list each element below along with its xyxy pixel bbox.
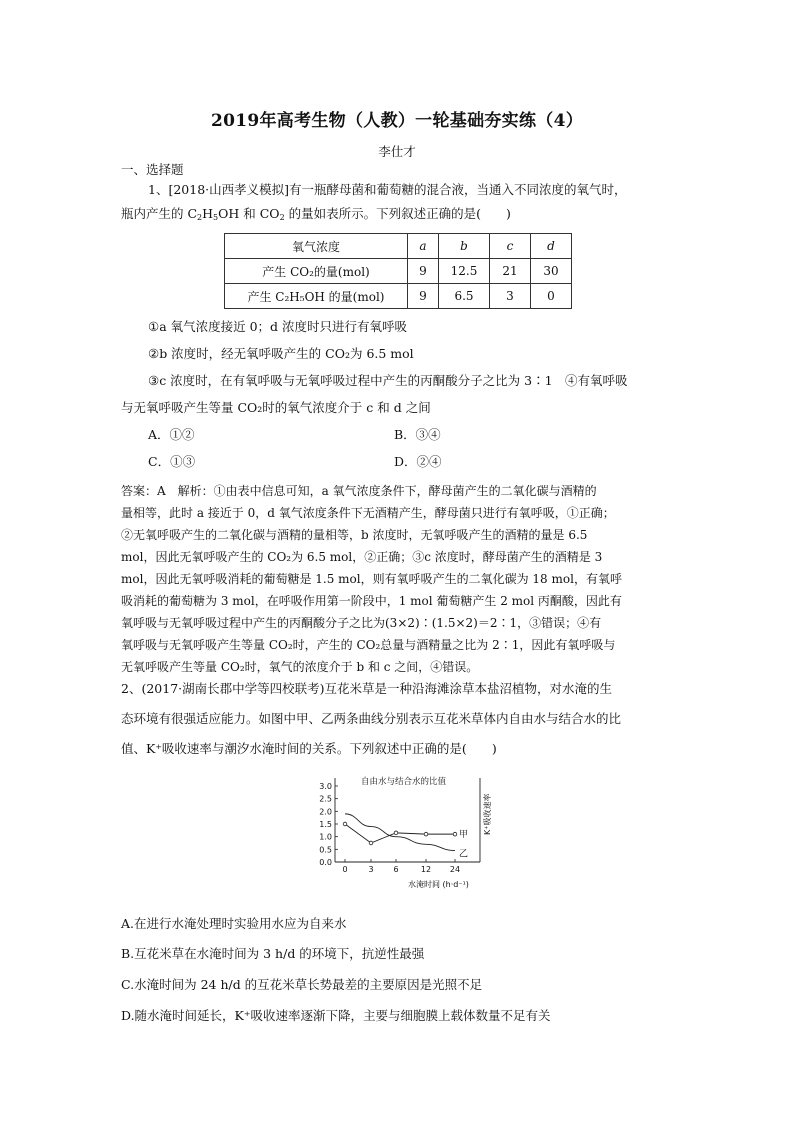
table-row [225, 259, 572, 284]
table-cell: 9 [408, 259, 439, 284]
table-cell: 6.5 [439, 284, 490, 309]
water-ratio-chart [305, 775, 505, 895]
x-tick-label: 12 [420, 865, 432, 874]
chart-ticks [319, 782, 460, 874]
chart-axes [335, 776, 492, 889]
q1-data-table [224, 233, 572, 309]
q1-statement-1: ①a 氧气浓度接近 0；d 浓度时只进行有氧呼吸 [148, 319, 408, 334]
q2-option-c: C.水淹时间为 24 h/d 的互花米草长势最差的主要原因是光照不足 [121, 977, 483, 992]
table-cell: 3 [490, 284, 531, 309]
series-line-jia [345, 824, 455, 843]
chart-series [343, 814, 468, 860]
y-tick-label: 3.0 [319, 782, 332, 791]
q2-stem-line-3: 值、K⁺吸收速率与潮汐水淹时间的关系。下列叙述中正确的是( ) [121, 741, 497, 756]
q1-answer-line: 氧呼吸与无氧呼吸过程中产生的丙酮酸分子之比为(3×2)∶(1.5×2)＝2∶1，③错误；④有 [121, 616, 602, 630]
series-label: 甲 [459, 830, 469, 841]
q1-option-c: C．①③ [148, 454, 196, 469]
q2-stem-line-2: 态环境有很强适应能力。如图中甲、乙两条曲线分别表示互花米草体内自由水与结合水的比 [121, 711, 622, 726]
q1-option-b: B．③④ [394, 427, 441, 442]
q1-answer-line: mol，因此无氧呼吸产生的 CO₂为 6.5 mol，②正确；③c 浓度时，酵母菌产生的酒精是 3 [121, 550, 603, 564]
q1-statement-2: ②b 浓度时，经无氧呼吸产生的 CO₂为 6.5 mol [148, 346, 414, 361]
q1-answer-line: 氧呼吸与无氧呼吸产生等量 CO₂时，产生的 CO₂总量与酒精量之比为 2∶1，因此有氧呼吸与 [121, 638, 616, 652]
table-cell: 产生 C₂H₅OH 的量(mol) [225, 284, 408, 309]
y-tick-label: 2.5 [319, 794, 332, 804]
x-tick-label: 0 [342, 865, 348, 874]
q1-option-a: A．①② [148, 427, 195, 442]
table-cell: 12.5 [439, 259, 490, 284]
y-tick-label: 1.5 [319, 820, 332, 829]
data-point [453, 832, 457, 836]
table-cell: 21 [490, 259, 531, 284]
q1-answer-line: 量相等，此时 a 接近于 0，d 氧气浓度条件下无酒精产生，酵母菌只进行有氧呼吸，①正确； [121, 506, 615, 520]
q1-statement-4: 与无氧呼吸产生等量 CO₂时的氧气浓度介于 c 和 d 之间 [121, 400, 431, 415]
q1-statement-3: ③c 浓度时，在有氧呼吸与无氧呼吸过程中产生的丙酮酸分子之比为 3∶1 ④有氧呼吸 [148, 373, 628, 388]
section-heading: 一、选择题 [121, 162, 184, 177]
q1-option-d: D．②④ [394, 454, 442, 469]
q1-stem-line-1: 1、[2018·山西孝义模拟]有一瓶酵母菌和葡萄糖的混合液，当通入不同浓度的氧气时， [148, 182, 627, 197]
data-point [424, 832, 428, 836]
x-tick-label: 6 [393, 865, 399, 874]
y-tick-label: 0.0 [319, 858, 332, 867]
table-header: b [439, 234, 490, 259]
x-axis-label: 水淹时间 (h·d⁻¹) [408, 880, 469, 889]
table-cell: 产生 CO₂的量(mol) [225, 259, 408, 284]
table-header: d [531, 234, 572, 259]
x-tick-label: 3 [368, 865, 374, 874]
table-cell: 30 [531, 259, 572, 284]
page-title: 2019年高考生物（人教）一轮基础夯实练（4） [210, 111, 584, 131]
q1-answer-line: 无氧呼吸产生等量 CO₂时，氧气的浓度介于 b 和 c 之间，④错误。 [121, 660, 479, 674]
series-line-yi [345, 814, 455, 851]
y-axis-label-right: K⁺吸收速率 [483, 793, 492, 835]
q2-option-d: D.随水淹时间延长，K⁺吸收速率逐渐下降，主要与细胞膜上载体数量不足有关 [121, 1008, 551, 1023]
data-point [343, 822, 347, 826]
table-header: a [408, 234, 439, 259]
y-tick-label: 1.0 [319, 832, 332, 842]
q2-option-b: B.互花米草在水淹时间为 3 h/d 的环境下，抗逆性最强 [121, 946, 425, 961]
y-tick-label: 0.5 [319, 845, 332, 855]
y-tick-label: 2.0 [319, 807, 332, 817]
author-name: 李仕才 [378, 144, 416, 159]
chart-title: 自由水与结合水的比值 [361, 777, 447, 787]
table-row [225, 234, 572, 259]
data-point [369, 841, 373, 845]
x-tick-label: 24 [449, 865, 461, 874]
data-point [394, 831, 398, 835]
q2-option-a: A.在进行水淹处理时实验用水应为自来水 [121, 916, 347, 931]
table-cell: 9 [408, 284, 439, 309]
q1-answer-line: mol，因此无氧呼吸消耗的葡萄糖是 1.5 mol，则有氧呼吸产生的二氧化碳为 18 mol，有氧呼 [121, 572, 622, 586]
table-header: c [490, 234, 531, 259]
q1-answer-line: ②无氧呼吸产生的二氧化碳与酒精的量相等，b 浓度时，无氧呼吸产生的酒精的量是 6.5 [121, 528, 588, 542]
table-row [225, 284, 572, 309]
q1-answer-line: 吸消耗的葡萄糖为 3 mol，在呼吸作用第一阶段中，1 mol 葡萄糖产生 2 mol 丙酮酸，因此有 [121, 594, 622, 608]
q1-stem-line-2: 瓶内产生的 $C_2H_5OH$ 和 $CO_2$ 的量如表所示。下列叙述正确的是( ) [121, 206, 511, 222]
table-header: 氧气浓度 [225, 234, 408, 259]
q1-answer-line: 答案：A 解析：①由表中信息可知，a 氧气浓度条件下，酵母菌产生的二氧化碳与酒精的 [121, 484, 597, 498]
series-label: 乙 [459, 849, 469, 860]
q2-stem-line-1: 2、(2017·湖南长郡中学等四校联考)互花米草是一种沿海滩涂草本盐沼植物，对水淹的生 [121, 681, 612, 696]
table-cell: 0 [531, 284, 572, 309]
